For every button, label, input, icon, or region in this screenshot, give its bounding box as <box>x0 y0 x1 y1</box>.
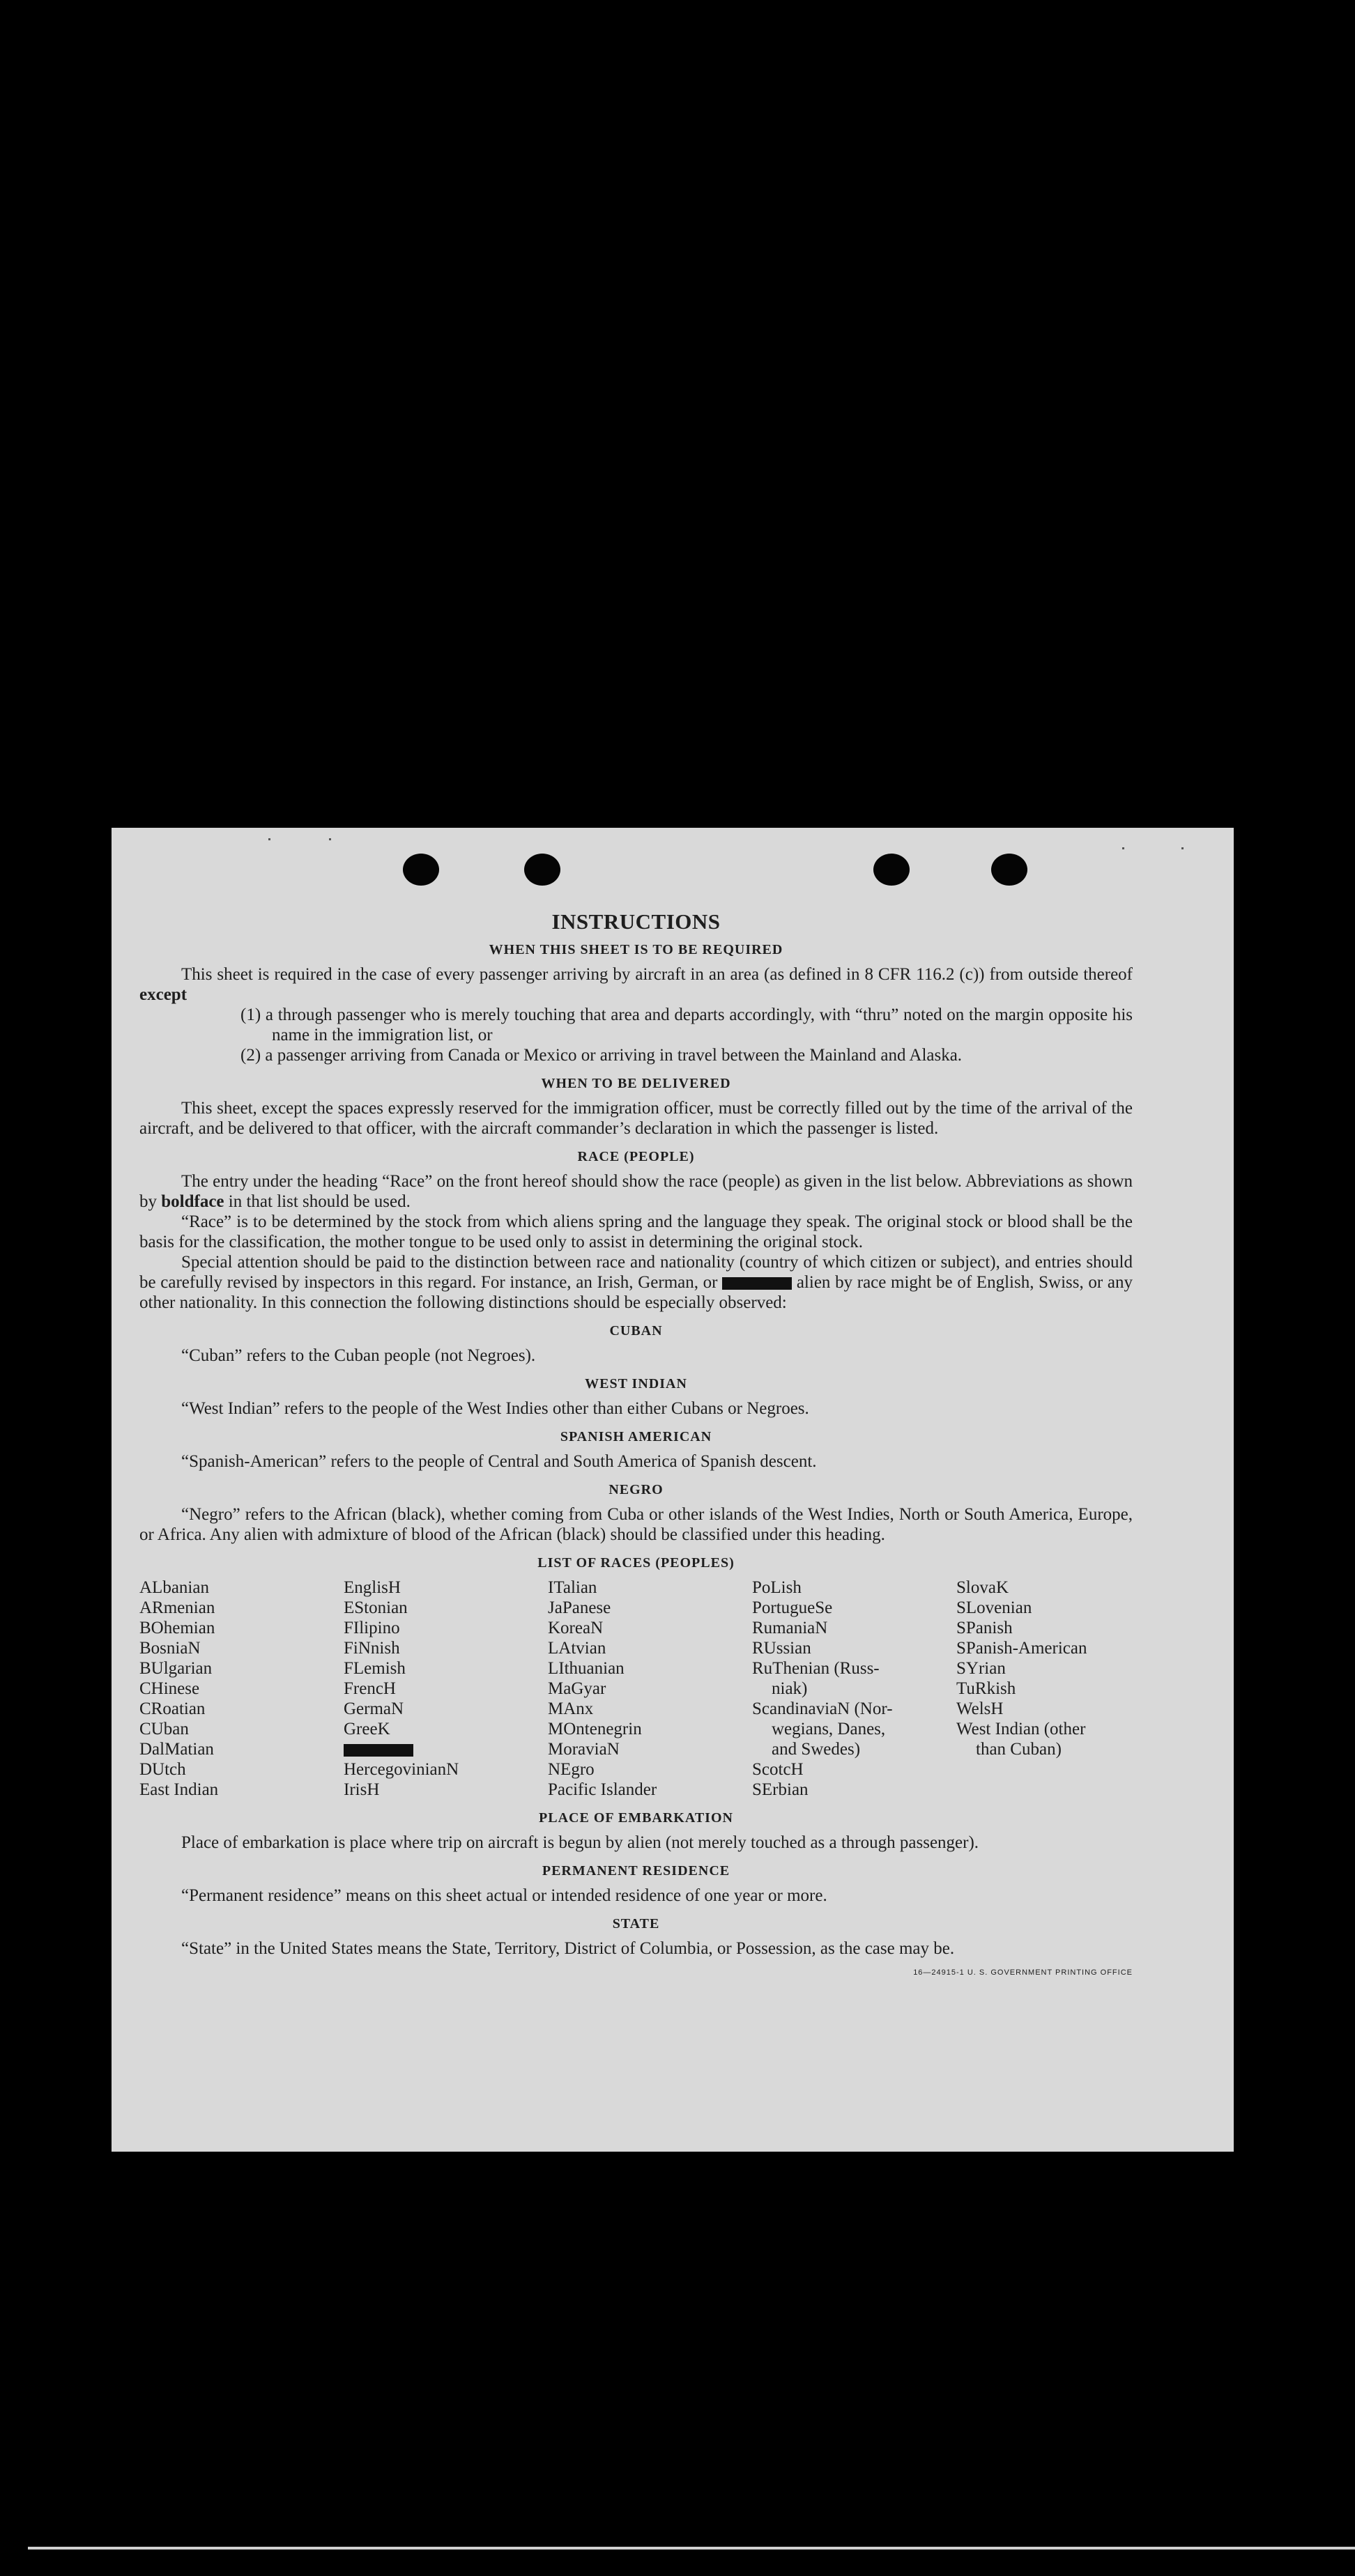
paragraph-embarkation: Place of embarkation is place where trip on aircraft is begun by alien (not merely touched as a through passenger). <box>181 1833 979 1852</box>
race-entry-continued: than Cuban) <box>976 1740 1062 1759</box>
document-title: INSTRUCTIONS <box>551 909 721 934</box>
race-entry: BosniaN <box>139 1639 201 1658</box>
race-entry: SErbian <box>752 1780 809 1799</box>
text-span: This sheet is required in the case of every passenger arriving by aircraft in an area (as defined in 8 CFR 116.2 (c)) from outside thereof <box>181 965 1133 984</box>
punch-hole <box>524 854 560 886</box>
paragraph-race-1 <box>139 1171 1133 1212</box>
race-entry: BOhemian <box>139 1619 215 1637</box>
race-entry: MoraviaN <box>548 1740 620 1759</box>
race-entry: FiNnish <box>344 1639 400 1658</box>
paragraph-when-required <box>139 964 1133 1005</box>
punch-hole <box>873 854 910 886</box>
race-entry: RumaniaN <box>752 1619 828 1637</box>
race-entry: PoLish <box>752 1578 802 1597</box>
race-entry-continued: wegians, Danes, <box>772 1720 886 1738</box>
race-entry: RUssian <box>752 1639 811 1658</box>
race-entry: Pacific Islander <box>548 1780 657 1799</box>
heading-spanish-american: SPANISH AMERICAN <box>560 1429 712 1444</box>
race-entry: West Indian (other <box>956 1720 1086 1738</box>
race-entry: GermaN <box>344 1699 404 1718</box>
race-entry: SlovaK <box>956 1578 1009 1597</box>
race-entry: NEgro <box>548 1760 595 1779</box>
heading-list-of-races: LIST OF RACES (PEOPLES) <box>537 1555 735 1571</box>
race-entry: CUban <box>139 1720 189 1738</box>
race-entry: LIthuanian <box>548 1659 625 1678</box>
race-entry: FIlipino <box>344 1619 400 1637</box>
race-entry: JaPanese <box>548 1598 611 1617</box>
speck <box>1122 847 1124 849</box>
paragraph-when-delivered: This sheet, except the spaces expressly reserved for the immigration officer, must be correctly filled out by the time of the arrival of the aircraft, and be delivered to that officer, with the aircraft commander’s declaration in which the passenger is listed. <box>139 1099 1133 1138</box>
paragraph-state: “State” in the United States means the State, Territory, District of Columbia, or Possession, as the case may be. <box>181 1939 955 1958</box>
race-entry: KoreaN <box>548 1619 604 1637</box>
races-column-2 <box>344 1578 548 1800</box>
race-entry: DalMatian <box>139 1740 214 1759</box>
race-entry: SPanish-American <box>956 1639 1087 1658</box>
races-list <box>139 1578 1133 1800</box>
race-entry: MAnx <box>548 1699 594 1718</box>
race-entry: CRoatian <box>139 1699 206 1718</box>
race-entry: ScandinaviaN (Nor- <box>752 1699 893 1718</box>
bold-boldface: boldface <box>161 1192 224 1211</box>
race-entry: BUlgarian <box>139 1659 213 1678</box>
race-entry-continued: and Swedes) <box>772 1740 861 1759</box>
race-entry: FLemish <box>344 1659 406 1678</box>
speck <box>329 838 331 840</box>
race-entry: EStonian <box>344 1598 408 1617</box>
paragraph-spanish-american: “Spanish-American” refers to the people of Central and South America of Spanish descent. <box>181 1452 817 1471</box>
list-item-1: (1) a through passenger who is merely touching that area and departs accordingly, with “thru” noted on the margin opposite his name in the immigration list, or <box>240 1005 1133 1044</box>
instruction-sheet <box>112 828 1234 2152</box>
punch-hole <box>403 854 439 886</box>
race-entry: MaGyar <box>548 1679 606 1698</box>
paragraph-permanent-residence: “Permanent residence” means on this sheet actual or intended residence of one year or more. <box>181 1886 827 1905</box>
text-span: The entry under the heading “Race” on the front hereof should show the race (people) as given in the list below. Abbreviations as shown by <box>139 1172 1133 1211</box>
race-entry: MOntenegrin <box>548 1720 642 1738</box>
race-entry: SLovenian <box>956 1598 1032 1617</box>
race-entry: ITalian <box>548 1578 597 1597</box>
sheet-content <box>139 911 1133 1983</box>
text-span: Special attention should be paid to the distinction between race and nationality (country of which citizen or subject), and entries should be carefully revised by inspectors in this regard. For instance, an Irish, German, or <box>139 1253 1133 1292</box>
race-entry: FrencH <box>344 1679 396 1698</box>
race-entry: SYrian <box>956 1659 1006 1678</box>
heading-state: STATE <box>612 1916 660 1931</box>
heading-race: RACE (PEOPLE) <box>577 1149 695 1164</box>
heading-cuban: CUBAN <box>609 1323 663 1339</box>
text-span: alien by race might be of English, Swiss, or any other nationality. In this connection the following distinctions should be especially observed: <box>139 1273 1133 1312</box>
heading-permanent-residence: PERMANENT RESIDENCE <box>542 1863 730 1879</box>
race-entry: ScotcH <box>752 1760 804 1779</box>
heading-embarkation: PLACE OF EMBARKATION <box>539 1810 733 1826</box>
race-entry: TuRkish <box>956 1679 1016 1698</box>
race-entry: RuThenian (Russ- <box>752 1659 880 1678</box>
races-column-5 <box>956 1578 1138 1800</box>
races-column-3 <box>548 1578 752 1800</box>
race-entry: SPanish <box>956 1619 1013 1637</box>
bottom-rule <box>28 2547 1355 2550</box>
speck <box>1181 847 1184 849</box>
speck <box>268 838 270 840</box>
heading-when-delivered: WHEN TO BE DELIVERED <box>541 1076 731 1091</box>
race-entry: ALbanian <box>139 1578 209 1597</box>
races-column-1 <box>139 1578 344 1800</box>
heading-negro: NEGRO <box>608 1482 664 1497</box>
paragraph-negro: “Negro” refers to the African (black), whether coming from Cuba or other islands of the West Indies, North or South America, Europe, or Africa. Any alien with admixture of blood of the African (black) should be classified under this heading. <box>139 1505 1133 1544</box>
races-column-4 <box>752 1578 956 1800</box>
race-entry-continued: niak) <box>772 1679 808 1698</box>
race-entry: GreeK <box>344 1720 390 1738</box>
race-entry: EnglisH <box>344 1578 401 1597</box>
punch-hole <box>991 854 1027 886</box>
bold-except: except <box>139 985 187 1004</box>
race-entry: IrisH <box>344 1780 380 1799</box>
race-entry: PortugueSe <box>752 1598 833 1617</box>
paragraph-race-3 <box>139 1252 1133 1313</box>
list-item-2: (2) a passenger arriving from Canada or Mexico or arriving in travel between the Mainland and Alaska. <box>240 1046 963 1065</box>
paragraph-west-indian: “West Indian” refers to the people of the West Indies other than either Cubans or Negroes. <box>181 1399 809 1418</box>
redacted-entry <box>344 1739 548 1759</box>
race-entry: CHinese <box>139 1679 200 1698</box>
race-entry: East Indian <box>139 1780 219 1799</box>
redaction-mark <box>722 1277 792 1290</box>
race-entry: WelsH <box>956 1699 1004 1718</box>
race-entry: DUtch <box>139 1760 186 1779</box>
heading-west-indian: WEST INDIAN <box>585 1376 687 1391</box>
paragraph-cuban: “Cuban” refers to the Cuban people (not Negroes). <box>181 1346 536 1365</box>
race-entry: HercegovinianN <box>344 1760 459 1779</box>
paragraph-race-2: “Race” is to be determined by the stock from which aliens spring and the language they speak. The original stock or blood shall be the basis for the classification, the mother tongue to be used only to assist in determining the original stock. <box>139 1212 1133 1251</box>
heading-when-required: WHEN THIS SHEET IS TO BE REQUIRED <box>489 942 783 957</box>
print-code: 16—24915-1 U. S. GOVERNMENT PRINTING OFFICE <box>913 1968 1133 1977</box>
redaction-mark <box>344 1744 413 1757</box>
race-entry: LAtvian <box>548 1639 606 1658</box>
text-span: in that list should be used. <box>224 1192 411 1211</box>
race-entry: ARmenian <box>139 1598 215 1617</box>
